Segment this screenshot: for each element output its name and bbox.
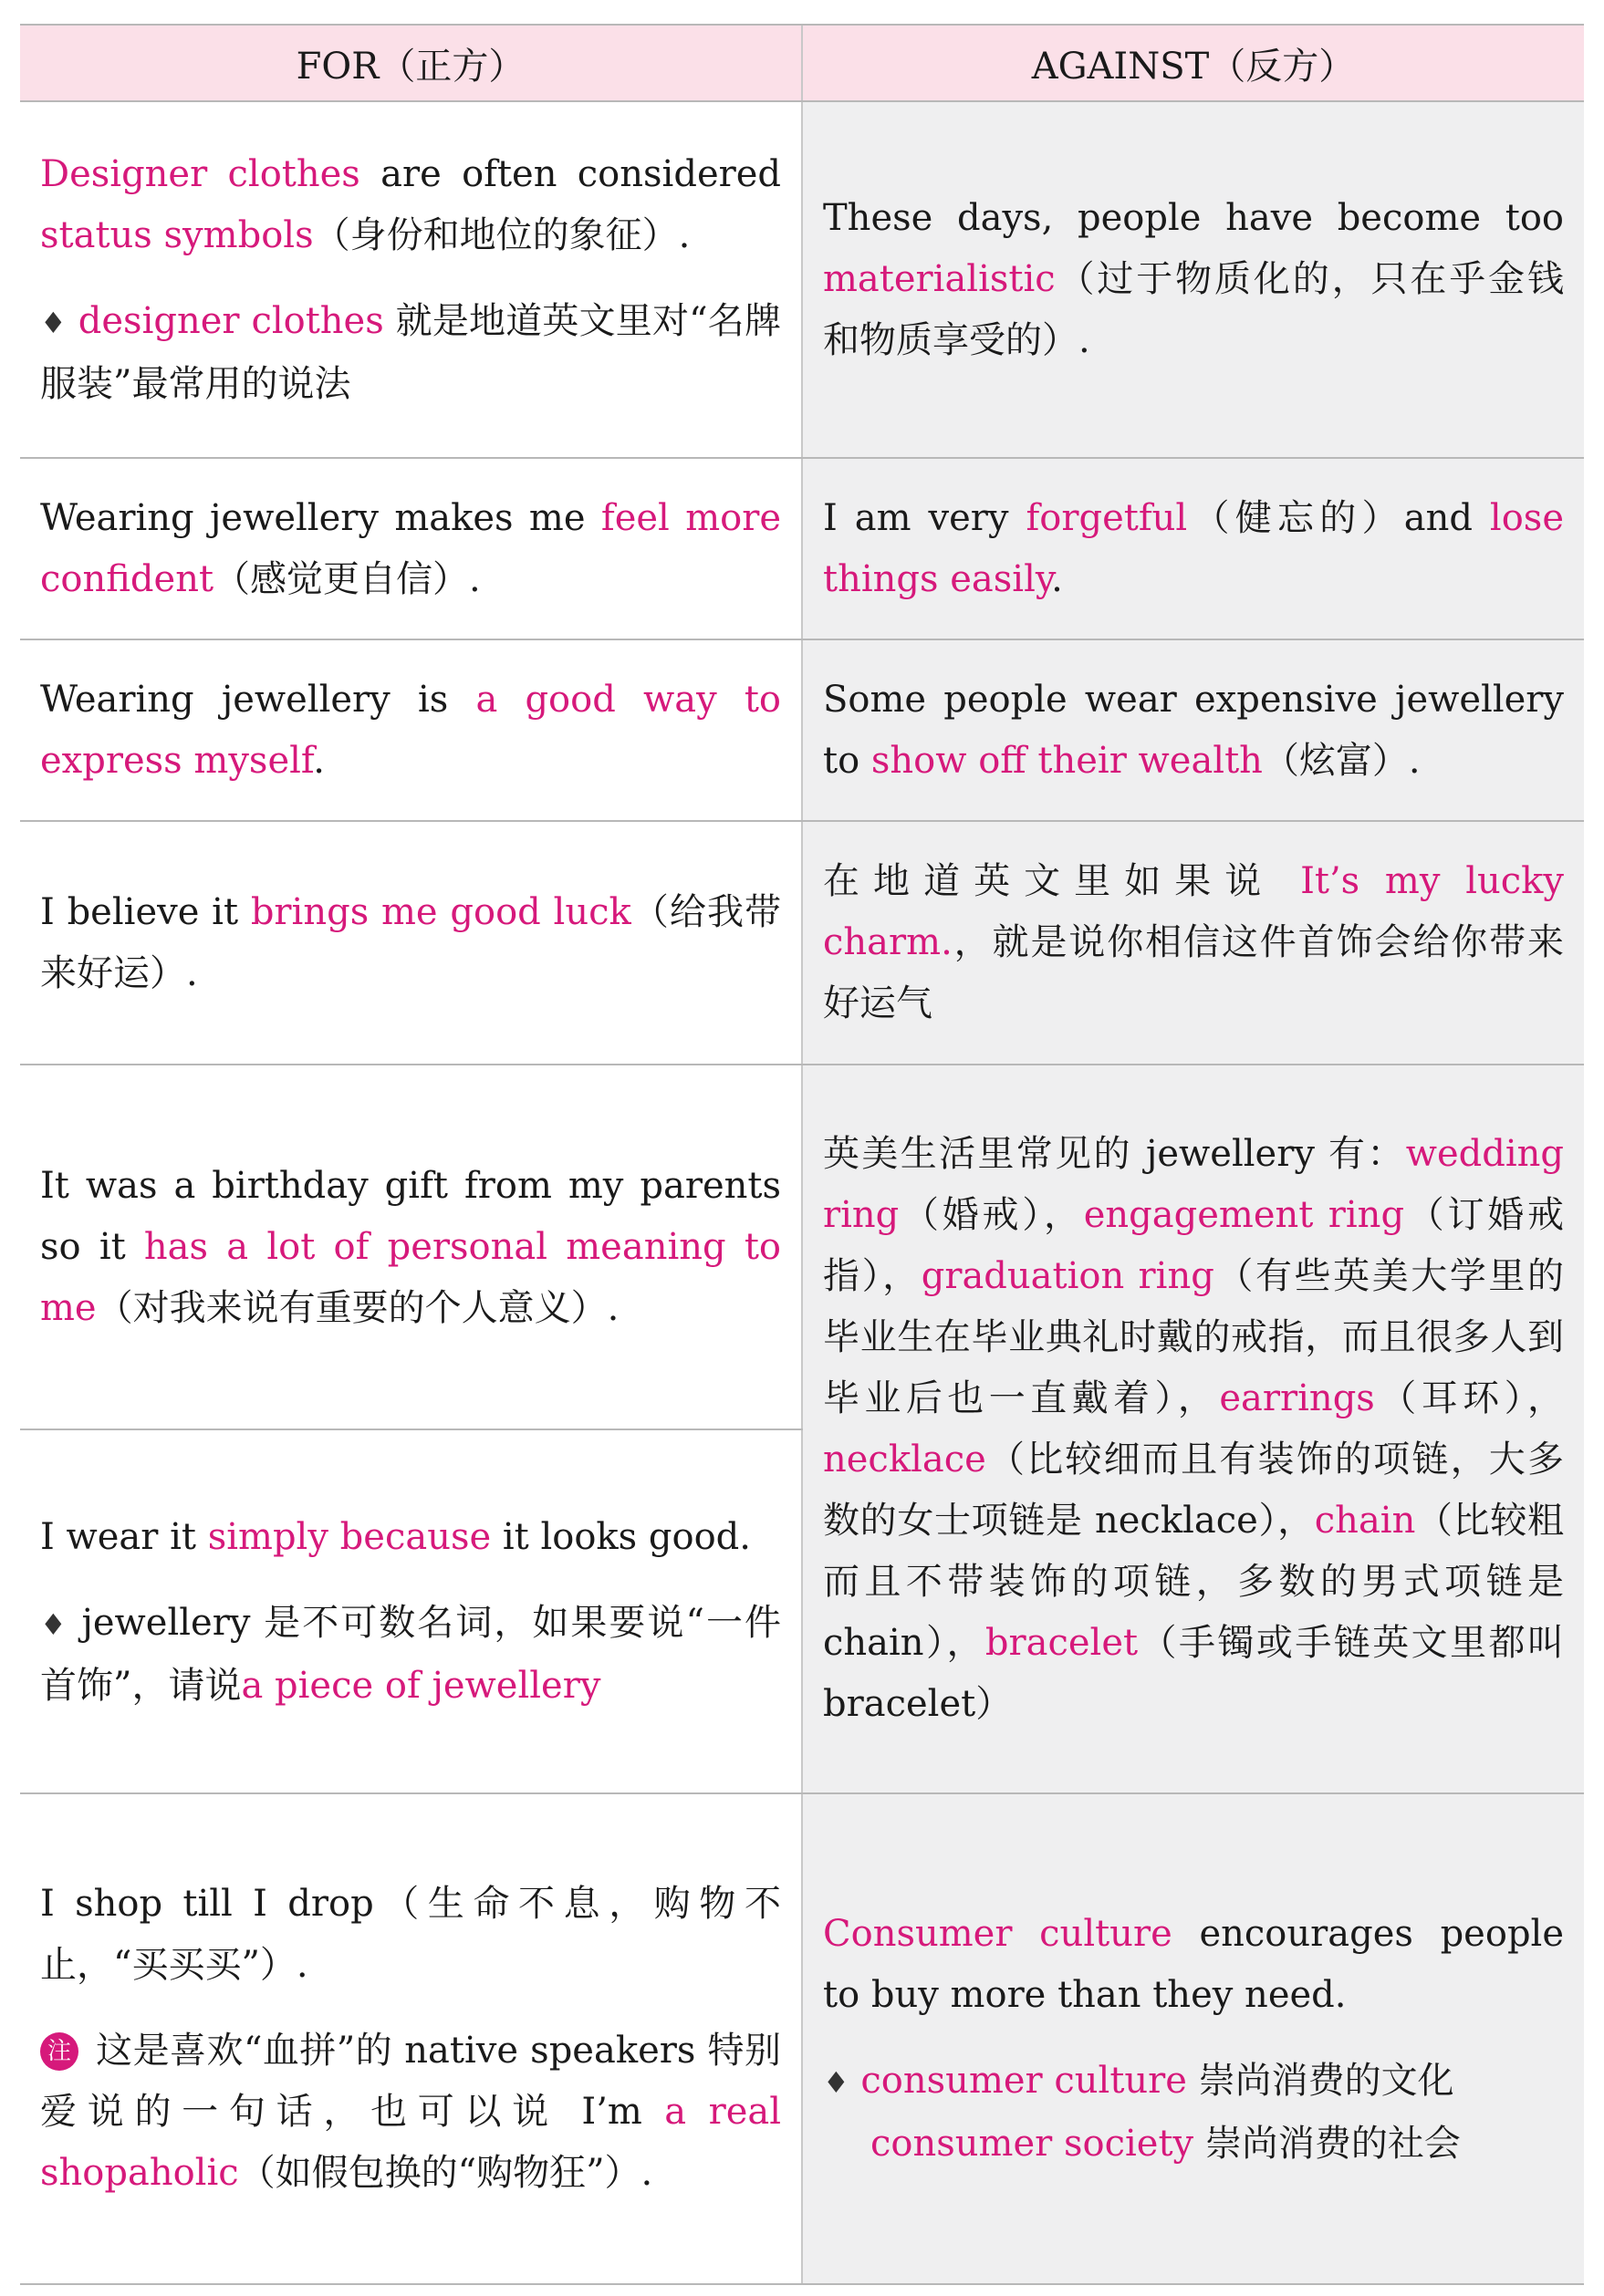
table-row: [20, 458, 1584, 639]
text-span: it looks good.: [491, 1515, 751, 1558]
highlight-phrase: forgetful: [1026, 496, 1188, 539]
highlight-phrase: wedding ring: [823, 1132, 1564, 1236]
text-span: （有些英美大学里的毕业生在毕业典礼时戴的戒指，而且很多人到毕业后也一直戴着），: [823, 1254, 1565, 1419]
highlight-phrase: materialistic: [823, 258, 1056, 300]
usage-note-line: [823, 2114, 1564, 2175]
highlight-phrase: feel more confident: [40, 496, 781, 600]
highlight-phrase: Consumer culture: [823, 1912, 1172, 1955]
text-span: （手镯或手链英文里都叫 bracelet）: [823, 1621, 1564, 1725]
text-span: （对我来说有重要的个人意义）.: [96, 1286, 620, 1329]
usage-note: [823, 2051, 1564, 2175]
highlight-phrase: consumer society: [870, 2122, 1194, 2165]
for-text: [40, 1507, 781, 1568]
for-cell: [20, 1065, 802, 1429]
highlight-phrase: Designer clothes: [40, 153, 360, 195]
text-span: I believe it: [40, 890, 251, 933]
text-span: （身份和地位的象征）.: [313, 214, 691, 256]
text-span: （过于物质化的，只在乎金钱和物质享受的）.: [823, 258, 1564, 361]
highlight-phrase: status symbols: [40, 214, 314, 256]
highlight-phrase: graduation ring: [921, 1254, 1214, 1297]
text-span: （婚戒），: [899, 1193, 1084, 1236]
text-span: （耳环），: [1374, 1377, 1565, 1419]
for-cell: [20, 101, 802, 458]
table-header-row: [20, 26, 1584, 101]
highlight-phrase: has a lot of personal meaning to me: [40, 1225, 782, 1329]
text-span: I am very: [823, 496, 1026, 539]
text-span: （给我带来好运）.: [40, 890, 782, 994]
text-span: （健忘的）and: [1187, 496, 1490, 539]
against-text: [823, 670, 1564, 792]
for-cell: [20, 1429, 802, 1793]
usage-note: [40, 291, 781, 415]
for-text: [40, 144, 781, 266]
against-text: [823, 851, 1564, 1034]
highlight-phrase: a real shopaholic: [40, 2091, 782, 2194]
highlight-phrase: show off their wealth: [870, 739, 1263, 782]
for-cell: [20, 639, 802, 821]
diamond-bullet-icon: ♦: [40, 1606, 68, 1642]
text-span: It was a birthday gift from my parents so it: [40, 1164, 781, 1268]
text-span: Some people wear expensive jewellery to: [823, 678, 1564, 782]
text-span: 崇尚消费的社会: [1193, 2122, 1461, 2165]
highlight-phrase: a piece of jewellery: [241, 1664, 601, 1707]
for-text: [40, 670, 781, 792]
against-cell: [802, 639, 1584, 821]
table-row: [20, 101, 1584, 458]
against-cell: [802, 1793, 1584, 2284]
highlight-phrase: It’s my lucky charm.: [823, 860, 1564, 963]
highlight-phrase: lose things easily: [823, 496, 1564, 600]
text-span: 英美生活里常见的 jewellery 有：: [823, 1132, 1406, 1175]
text-span: （比较粗而且不带装饰的项链，多数的男式项链是 chain），: [823, 1499, 1565, 1664]
for-text: [40, 882, 781, 1004]
highlight-phrase: brings me good luck: [250, 890, 631, 933]
highlight-phrase: earrings: [1219, 1377, 1375, 1419]
table-row: [20, 1793, 1584, 2284]
against-cell-jewellery-types: [802, 1065, 1584, 1793]
text-span: encourages people to buy more than they need.: [823, 1912, 1565, 2016]
text-span: I wear it: [40, 1515, 208, 1558]
highlight-phrase: necklace: [823, 1438, 986, 1480]
highlight-phrase: designer clothes: [78, 300, 384, 342]
highlight-phrase: engagement ring: [1083, 1193, 1405, 1236]
text-span: （比较细而且有装饰的项链，大多数的女士项链是 necklace），: [823, 1438, 1564, 1542]
highlight-phrase: bracelet: [984, 1621, 1139, 1664]
text-span: Wearing jewellery is: [40, 678, 476, 721]
against-text: [823, 1124, 1564, 1735]
text-span: I shop till I drop（生命不息，购物不止，“买买买”）.: [40, 1883, 781, 1986]
against-text: [823, 1904, 1564, 2026]
table-row: [20, 639, 1584, 821]
against-text: [823, 188, 1564, 371]
for-against-table: [20, 26, 1584, 2285]
highlight-phrase: simply because: [207, 1515, 492, 1558]
text-span: （感觉更自信）.: [214, 557, 481, 600]
for-text: [40, 488, 781, 610]
against-text: [823, 488, 1564, 610]
for-cell: [20, 1793, 802, 2284]
against-cell: [802, 101, 1584, 458]
text-span: （如假包换的“购物狂”）.: [238, 2152, 653, 2194]
against-cell: [802, 821, 1584, 1065]
text-span: 在地道英文里如果说: [823, 860, 1301, 902]
text-span: 就是地道英文里对“名牌服装”最常用的说法: [40, 300, 781, 405]
table-row: [20, 1065, 1584, 1429]
usage-note: [40, 1593, 781, 1717]
highlight-phrase: consumer culture: [860, 2059, 1187, 2102]
note-badge-icon: 注: [40, 2032, 78, 2071]
highlight-phrase: a good way to express myself: [40, 678, 781, 782]
text-span: are often considered: [359, 153, 782, 195]
text-span: ，就是说你相信这件首饰会给你带来好运气: [823, 921, 1564, 1024]
for-text: [40, 1874, 781, 1996]
header-for: FOR（正方）: [20, 26, 802, 101]
text-span: （订婚戒指），: [823, 1193, 1565, 1297]
against-cell: [802, 458, 1584, 639]
usage-note: [40, 2021, 781, 2204]
for-text: [40, 1156, 781, 1339]
for-cell: [20, 458, 802, 639]
text-span: .: [313, 739, 326, 782]
text-span: Wearing jewellery makes me: [40, 496, 601, 539]
text-span: （炫富）.: [1262, 739, 1421, 782]
text-span: jewellery 是不可数名词，如果要说“一件首饰”，请说: [40, 1601, 781, 1707]
header-against: AGAINST（反方）: [802, 26, 1584, 101]
table-row: [20, 821, 1584, 1065]
diamond-bullet-icon: ♦: [40, 306, 67, 340]
diamond-bullet-icon: ♦: [823, 2064, 849, 2100]
for-cell: [20, 821, 802, 1065]
highlight-phrase: chain: [1314, 1499, 1416, 1542]
text-span: 崇尚消费的文化: [1186, 2059, 1454, 2102]
text-span: 这是喜欢“血拼”的 native speakers 特别爱说的一句话，也可以说 I’m: [40, 2030, 781, 2133]
text-span: These days, people have become too: [823, 197, 1564, 239]
text-span: .: [1051, 557, 1063, 600]
